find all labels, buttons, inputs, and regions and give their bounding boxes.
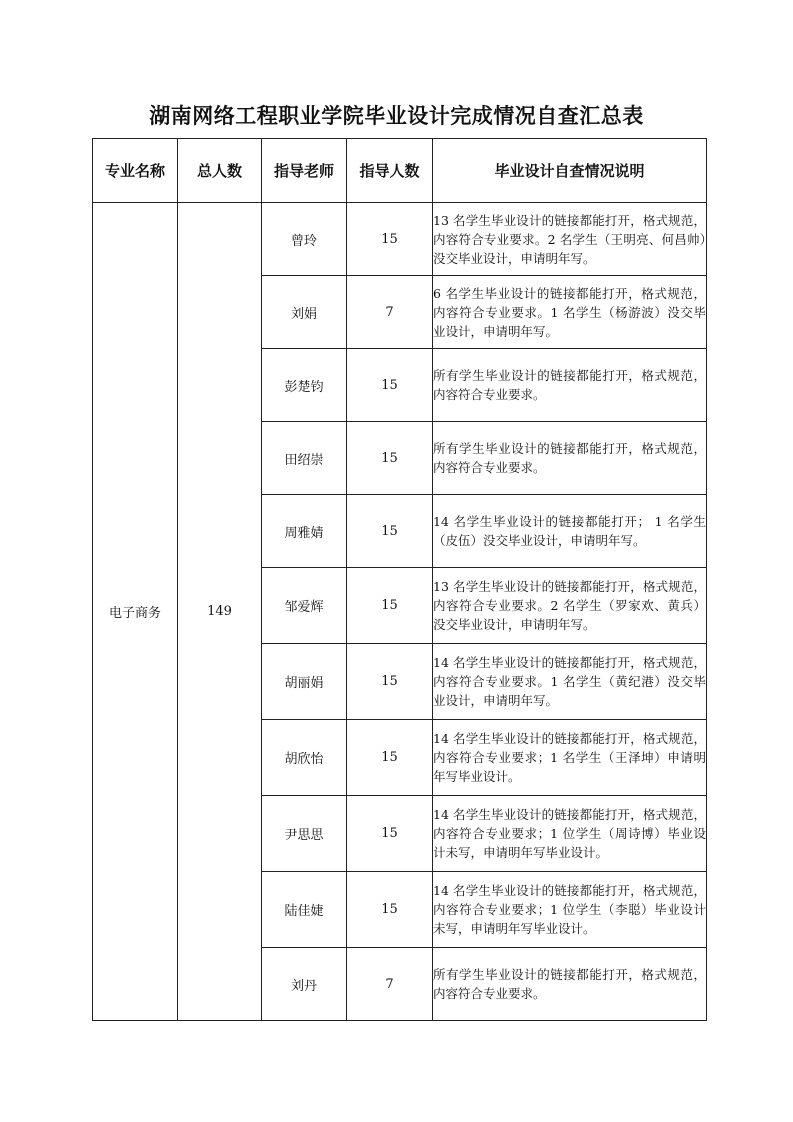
table-row (93, 203, 707, 276)
header-description: 毕业设计自查情况说明 (433, 139, 707, 203)
major-cell: 电子商务 (93, 203, 178, 1021)
table-header-row (93, 139, 707, 203)
header-count: 指导人数 (347, 139, 433, 203)
page-title: 湖南网络工程职业学院毕业设计完成情况自查汇总表 (149, 104, 644, 128)
description-cell: 所有学生毕业设计的链接都能打开，格式规范，内容符合专业要求。 (433, 422, 707, 495)
teacher-cell: 刘娟 (262, 276, 347, 349)
description-cell: 14 名学生毕业设计的链接都能打开，格式规范，内容符合专业要求；1 位学生（周诗博）毕业设计未写，申请明年写毕业设计。 (433, 796, 707, 872)
description-cell: 14 名学生毕业设计的链接都能打开； 1 名学生（皮伍）没交毕业设计，申请明年写。 (433, 495, 707, 568)
count-cell: 15 (347, 796, 433, 872)
header-teacher: 指导老师 (262, 139, 347, 203)
count-cell: 15 (347, 568, 433, 644)
teacher-cell: 彭楚钧 (262, 349, 347, 422)
description-cell: 13 名学生毕业设计的链接都能打开，格式规范，内容符合专业要求。2 名学生（罗家欢、黄兵）没交毕业设计，申请明年写。 (433, 568, 707, 644)
count-cell: 15 (347, 203, 433, 276)
count-cell: 15 (347, 495, 433, 568)
count-cell: 15 (347, 349, 433, 422)
teacher-cell: 胡丽娟 (262, 644, 347, 720)
teacher-cell: 尹思思 (262, 796, 347, 872)
summary-table (92, 138, 707, 1021)
count-cell: 15 (347, 720, 433, 796)
teacher-cell: 田绍崇 (262, 422, 347, 495)
total-cell: 149 (178, 203, 262, 1021)
description-cell: 14 名学生毕业设计的链接都能打开，格式规范，内容符合专业要求。1 名学生（黄纪港）没交毕业设计，申请明年写。 (433, 644, 707, 720)
count-cell: 7 (347, 276, 433, 349)
teacher-cell: 刘丹 (262, 948, 347, 1021)
header-total: 总人数 (178, 139, 262, 203)
teacher-cell: 曾玲 (262, 203, 347, 276)
description-cell: 6 名学生毕业设计的链接都能打开，格式规范，内容符合专业要求。1 名学生（杨游波）没交毕业设计，申请明年写。 (433, 276, 707, 349)
description-cell: 13 名学生毕业设计的链接都能打开，格式规范，内容符合专业要求。2 名学生（王明亮、何昌帅）没交毕业设计，申请明年写。 (433, 203, 707, 276)
description-cell: 所有学生毕业设计的链接都能打开，格式规范，内容符合专业要求。 (433, 948, 707, 1021)
count-cell: 15 (347, 422, 433, 495)
description-cell: 14 名学生毕业设计的链接都能打开，格式规范，内容符合专业要求；1 位学生（李聪）毕业设计未写，申请明年写毕业设计。 (433, 872, 707, 948)
teacher-cell: 陆佳婕 (262, 872, 347, 948)
header-major: 专业名称 (93, 139, 178, 203)
count-cell: 15 (347, 644, 433, 720)
count-cell: 7 (347, 948, 433, 1021)
description-cell: 14 名学生毕业设计的链接都能打开，格式规范，内容符合专业要求；1 名学生（王泽坤）申请明年写毕业设计。 (433, 720, 707, 796)
teacher-cell: 周雅婧 (262, 495, 347, 568)
teacher-cell: 邹爱辉 (262, 568, 347, 644)
count-cell: 15 (347, 872, 433, 948)
teacher-cell: 胡欣怡 (262, 720, 347, 796)
description-cell: 所有学生毕业设计的链接都能打开，格式规范，内容符合专业要求。 (433, 349, 707, 422)
